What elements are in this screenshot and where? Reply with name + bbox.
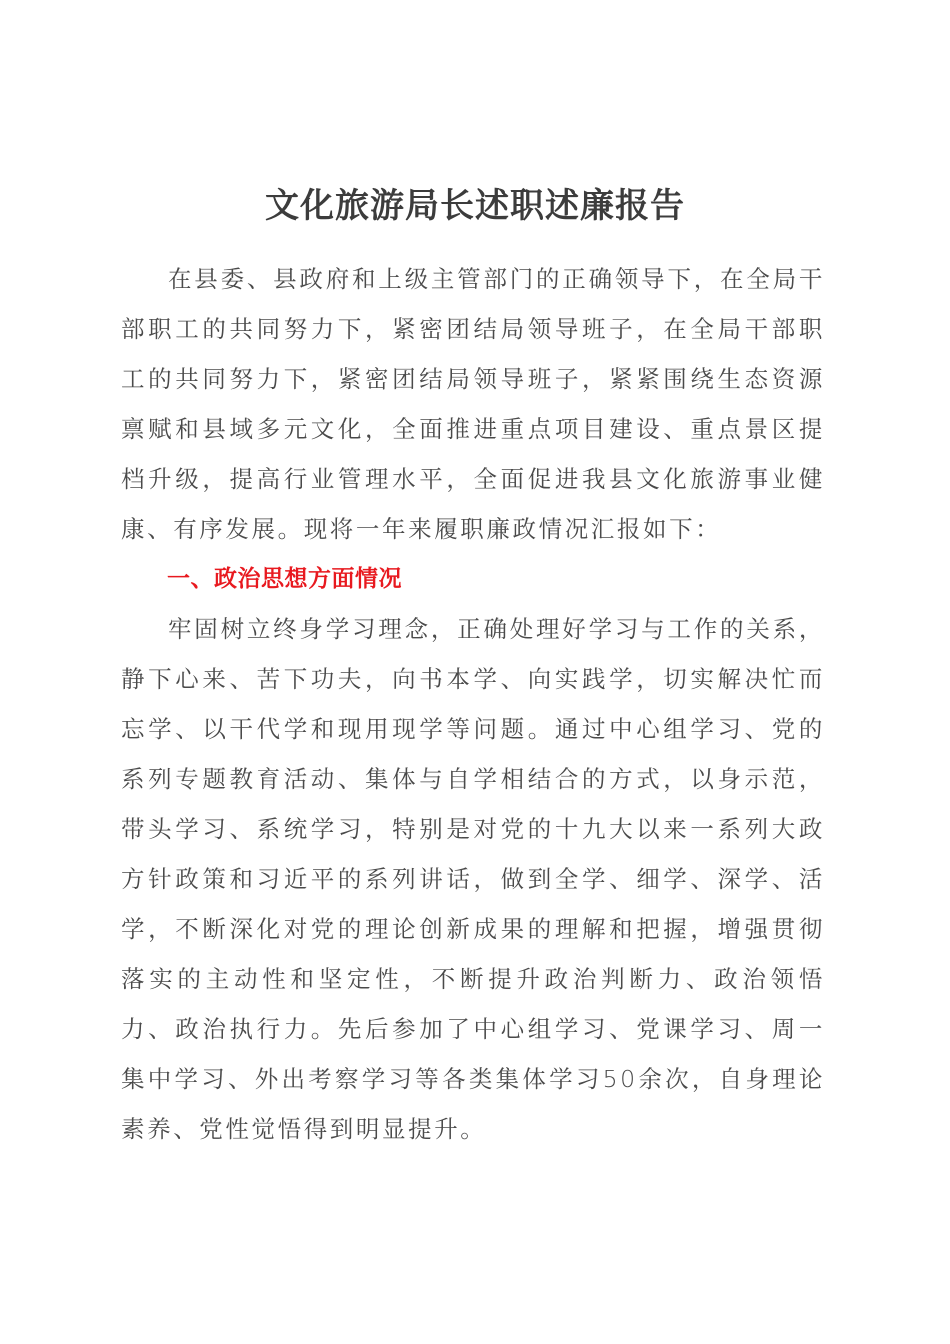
document-title: 文化旅游局长述职述廉报告 xyxy=(265,186,685,226)
section-paragraph-political: 牢固树立终身学习理念，正确处理好学习与工作的关系，静下心来、苦下功夫，向书本学、向实践学，切实解决忙而忘学、以干代学和现用现学等问题。通过中心组学习、党的系列专题教育活动、集体与自学相结合的方式，以身示范，带头学习、系统学习，特别是对党的十九大以来一系列大政方针政策和习近平的系列讲话，做到全学、细学、深学、活学，不断深化对党的理论创新成果的理解和把握，增强贯彻落实的主动性和坚定性，不断提升政治判断力、政治领悟力、政治执行力。先后参加了中心组学习、党课学习、周一集中学习、外出考察学习等各类集体学习50余次，自身理论素养、党性觉悟得到明显提升。 xyxy=(121,615,825,1143)
section-heading-political: 一、政治思想方面情况 xyxy=(167,566,402,592)
document-body xyxy=(121,254,825,1154)
intro-paragraph: 在县委、县政府和上级主管部门的正确领导下，在全局干部职工的共同努力下，紧密团结局领导班子，在全局干部职工的共同努力下，紧密团结局领导班子，紧紧围绕生态资源禀赋和县域多元文化，全面推进重点项目建设、重点景区提档升级，提高行业管理水平，全面促进我县文化旅游事业健康、有序发展。现将一年来履职廉政情况汇报如下： xyxy=(121,265,825,543)
